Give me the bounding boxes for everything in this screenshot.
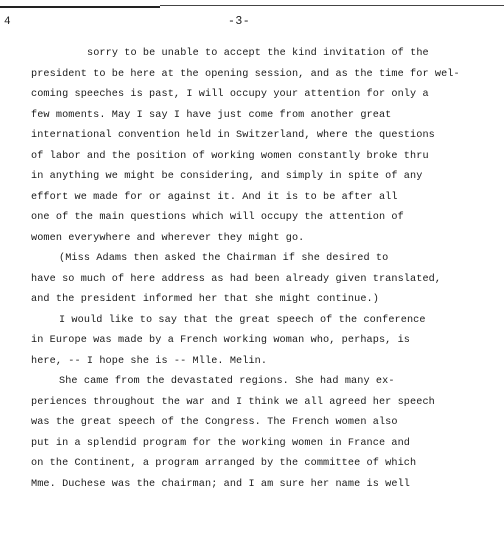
text-line: I would like to say that the great speech of the conference [59, 314, 426, 326]
text-line: in anything we might be considering, and simply in spite of any [31, 171, 423, 182]
text-line: coming speeches is past, I will occupy your attention for only a [31, 89, 429, 100]
text-line: few moments. May I say I have just come from another great [31, 109, 392, 121]
text-line: women everywhere and wherever they might go. [31, 232, 305, 244]
text-line: have so much of here address as had been already given translated, [31, 273, 442, 285]
corner-mark: 4 [4, 16, 11, 28]
text-line: effort we made for or against it. And it is to be after all [31, 191, 398, 203]
text-line: and the president informed her that she might continue.) [31, 294, 379, 305]
top-rule-thin [160, 5, 504, 6]
text-line: sorry to be unable to accept the kind invitation of the [87, 48, 429, 59]
body-text [31, 44, 501, 495]
text-line: in Europe was made by a French working woman who, perhaps, is [31, 335, 411, 346]
text-line: (Miss Adams then asked the Chairman if she desired to [59, 253, 389, 264]
text-line: She came from the devastated regions. She had many ex- [59, 376, 395, 387]
text-line: one of the main questions which will occupy the attention of [31, 212, 404, 223]
text-line: periences throughout the war and I think we all agreed her speech [31, 396, 435, 408]
text-line: international convention held in Switzerland, where the questions [31, 130, 435, 141]
page-number: -3- [228, 15, 251, 28]
text-line: president to be here at the opening session, and as the time for wel- [31, 68, 460, 80]
text-line: put in a splendid program for the working women in France and [31, 437, 411, 449]
text-line: was the great speech of the Congress. The French women also [31, 417, 398, 428]
text-line: Mme. Duchese was the chairman; and I am sure her name is well [31, 478, 411, 490]
text-line: of labor and the position of working women constantly broke thru [31, 150, 429, 162]
top-rule [0, 6, 160, 8]
text-line: here, -- I hope she is -- Mlle. Melin. [31, 355, 268, 367]
text-line: on the Continent, a program arranged by the committee of which [31, 458, 417, 469]
